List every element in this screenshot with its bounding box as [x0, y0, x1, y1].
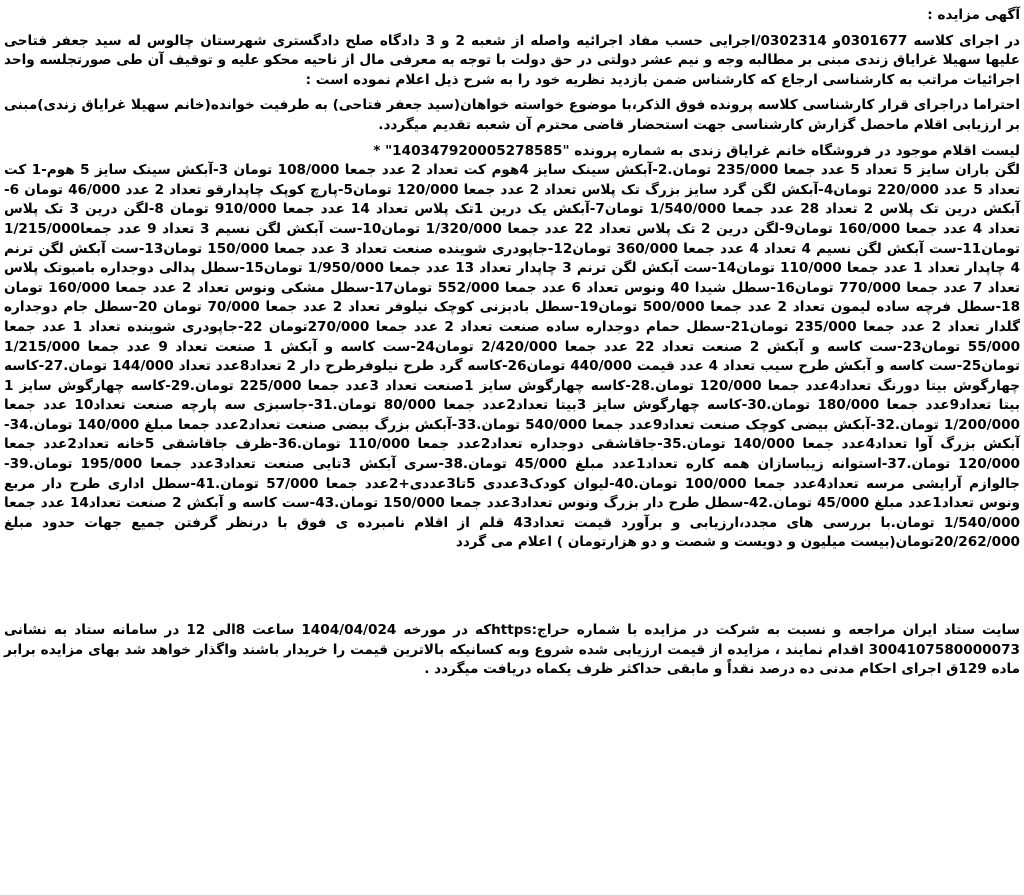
notice-title: آگهی مزایده : — [927, 7, 1020, 23]
spacer — [4, 553, 1020, 621]
expert-report-paragraph: احتراما دراجرای قرار کارشناسی کلاسه پرونده فوق الذکر،با موضوع خواسته خواهان(سید جعفر فتاحی) به طرفیت خوانده(خانم سهیلا غرایاق زندی)مبنی بر ارزیابی اقلام ماحصل گزارش کارشناسی جهت استحضار قاضی محترم آن شعبه تقدیم میگردد. — [4, 97, 1020, 133]
auction-notice — [4, 6, 1020, 680]
closing-paragraph: سایت ستاد ایران مراجعه و نسبت به شرکت در مزایده با شماره حراج:httpsکه در مورخه 1404/04/024 ساعت 8الی 12 در سامانه ستاد به نشانی 3004107580000073 اقدام نمایند ، مزایده از قیمت ارزیابی شده شروع وبه کسانیکه بالاترین قیمت را خریدار باشند واگذار خواهد شد بهای مزایده برابر ماده 129ق اجرای احکام مدنی ده درصد نقداً و مابقی حداکثر ظرف یکماه دریافت میگردد . — [4, 622, 1020, 678]
notice-intro-paragraph: در اجرای کلاسه 0301677و 0302314/اجرایی حسب مفاد اجرائیه واصله از شعبه 2 و 3 دادگاه صلح دادگستری شهرستان چالوس له سید جعفر فتاحی علیها سهیلا غرایاق زندی مبنی بر مطالبه وجه و نیم عشر دولتی در حق دولت با توجه به معرفی مال از ناحیه محکو علیه و توقیف آن طی صورتجلسه واحد اجرائیات مراتب به کارشناسی ارجاع که کارشناس ضمن بازدید نظریه خود را به شرح ذیل اعلام نموده است : — [4, 32, 1021, 88]
items-list-heading: لیست اقلام موجود در فروشگاه خانم غرایاق زندی به شماره پرونده "140347920005278585" * — [373, 142, 1020, 159]
items-list-text: لگن باران سایز 5 تعداد 5 عدد جمعا 235/000 تومان.2-آبکش سینک سایز 4هوم کت تعداد 2 عدد جمعا 108/000 تومان 3-آبکش سینک سایز 5 هوم-1 کت تعداد 5 عدد 220/000 تومان4-آبکش لگن گرد سایز بزرگ تک پلاس تعداد 2 عدد جمعا 120/000 تومان5-پارچ کوپک چاپدارقو تعداد 2 عدد 46/000 تومان 6-آبکش درین تک پلاس 2 تعداد 28 عدد جمعا 1/540/000 تومان7-آبکش یک درین 1تک پلاس تعداد 14 عدد جمعا 910/000 تومان 8-لگن درین 3 تک پلاس تعداد 4 عدد جمعا 160/000 تومان9-لگن درین 2 تک پلاس تعداد 22 عدد جمعا 1/320/000 تومان10-ست آبکش لگن نسیم 3 تعداد 9 عدد جمعا1/215/000 تومان11-ست آبکش لگن نسیم 4 تعداد 4 عدد جمعا 360/000 تومان12-جاپودری شوینده صنعت تعداد 3 عدد جمعا 150/000 تومان13-ست آبکش لگن ترنم 4 چاپدار تعداد 1 عدد جمعا 110/000 تومان14-ست آبکش لگن ترنم 3 چاپدار تعداد 13 عدد جمعا 1/950/000 تومان15-سطل پدالی دوجداره بامبوتک پلاس تعداد 7 عدد جمعا 770/000 تومان16-سطل شیدا 40 ونوس تعداد 6 عدد جمعا 552/000 تومان17-سطل مشکی ونوس تعداد 2 عدد جمعا 160/000 تومان 18-سطل فرچه ساده لیمون تعداد 2 عدد جمعا 500/000 تومان19-سطل بادبزنی کوچک نیلوفر تعداد 2 عدد جمعا 70/000 تومان 20-سطل جام دوجداره گلدار تعداد 2 عدد جمعا 235/000 تومان21-سطل حمام دوجداره ساده صنعت تعداد 2 عدد جمعا 270/000تومان 22-جاپودری شوینده تعداد 1 عدد جمعا 55/000 تومان23-ست کاسه و آبکش 2 صنعت تعداد 22 عدد جمعا 2/420/000 تومان24-ست کاسه و آبکش 1 صنعت تعداد 9 عدد جمعا 1/215/000 تومان25-ست کاسه و آبکش طرح سیب تعداد 4 عدد قیمت 440/000 تومان26-کاسه گرد طرح نیلوفرطرح دار 2 تعداد8عدد تعداد 144/000 تومان.27-کاسه چهارگوش بیتا دورنگ تعداد4عدد جمعا 120/000 تومان.28-کاسه چهارگوش سایز 1صنعت تعداد 3عدد جمعا 225/000 تومان.29-کاسه چهارگوش سایز 1 بیتا تعداد9عدد جمعا 180/000 تومان.30-کاسه چهارگوش سایز 3بیتا تعداد2عدد جمعا 80/000 تومان.31-جاسبزی سه پارچه صنعت تعداد10 عدد جمعا 1/200/000 تومان.32-آبکش بیضی کوچک صنعت تعداد9عدد جمعا 540/000 تومان.33-آبکش بزرگ بیضی صنعت تعداد2عدد جمعا مبلغ 140/000 تومان.34-آبکش بزرگ آوا تعداد4عدد جمعا 140/000 تومان.35-جاقاشقی دوجداره تعداد2عدد جمعا 110/000 تومان.36-ظرف جاقاشقی 5خانه تعداد2عدد جمعا 120/000 تومان.37-استوانه زیباسازان همه کاره تعداد1عدد مبلغ 45/000 تومان.38-سری آبکش 3تایی صنعت تعداد3عدد جمعا 195/000 تومان.39-جالوازم آرایشی مرسه تعداد4عدد جمعا 100/000 تومان.40-لیوان کودک3عددی 5تا3عددی+2عدد جمعا 57/000 تومان.41-سطل اداری طرح دار مربع ونوس تعداد1عدد مبلغ 45/000 تومان.42-سطل طرح دار بزرگ ونوس تعداد3عدد جمعا 150/000 تومان.43-ست کاسه و آبکش 2 صنعت تعداد14 عدد جمعا 1/540/000 تومان.با بررسی های مجدد،ارزیابی و برآورد قیمت تعداد43 قلم از اقلام نامبرده ی فوق با درنظر گرفتن جمیع جهات حدود مبلغ 20/262/000تومان(بیست میلیون و دویست و شصت و دو هزارتومان ) اعلام می گردد — [4, 162, 1021, 551]
